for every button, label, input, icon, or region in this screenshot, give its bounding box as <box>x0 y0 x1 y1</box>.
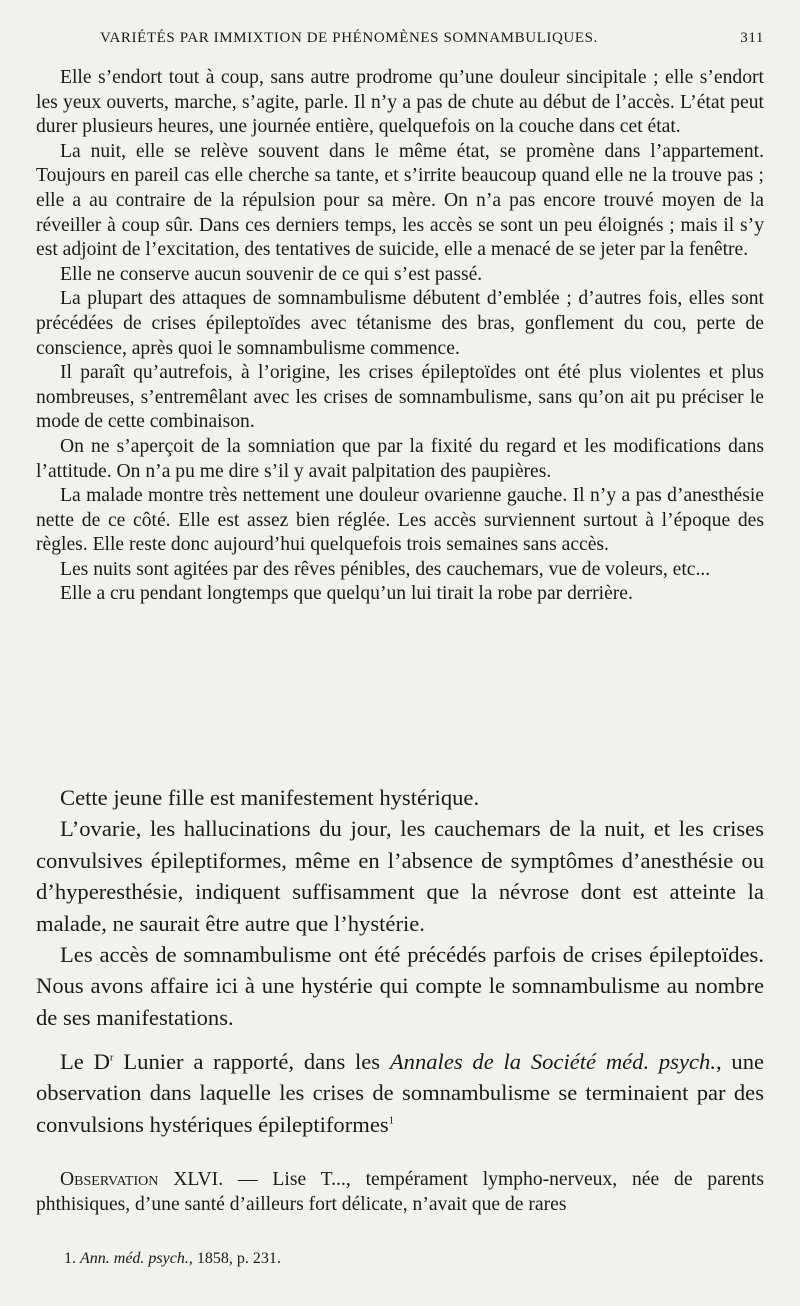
paragraph: Les accès de somnambulisme ont été précédés parfois de crises épileptoïdes. Nous avons affaire ici à une hystérie qui compte le somnambulisme au nombre de ses manifestations. <box>36 942 764 1030</box>
paragraph: La malade montre très nettement une douleur ovarienne gauche. Il n’y a pas d’anesthésie nette de ce côté. Elle est assez bien réglée. Les accès surviennent surtout à l’époque des règles. Elle reste donc aujourd’hui quelquefois trois semaines sans accès. <box>36 485 764 556</box>
paragraph: On ne s’aperçoit de la somniation que par la fixité du regard et les modifications dans l’attitude. On n’a pu me dire s’il y avait palpitation des paupières. <box>36 435 764 482</box>
case-description <box>36 66 764 607</box>
footnote-mark: 1 <box>388 1114 395 1127</box>
lunier-paragraph: Le $D^r$ Lunier a rapporté, dans les Annales de la Société méd. psych., une observation dans laquelle les crises de somnambulisme se terminaient par des convulsions hystériques épileptiformes$^1$ <box>36 1049 765 1137</box>
paragraph: Il paraît qu’autrefois, à l’origine, les crises épileptoïdes ont été plus violentes et plus nombreuses, s’entremêlant avec les crises de somnambulisme, sans qu’on ait pu préciser le mode de cette combinaison. <box>36 362 764 433</box>
paragraph: La nuit, elle se relève souvent dans le même état, se promène dans l’appartement. Toujours en pareil cas elle cherche sa tante, et s’irrite beaucoup quand elle ne la trouve pas ; elle a au contraire de la répulsion pour sa mère. On n’a pas encore trouvé moyen de la réveiller à coup sûr. Dans ces derniers temps, les accès se sont un peu éloignés ; mais il s’y est adjoint de l’excitation, des tentatives de suicide, elle a menacé de se jeter par la fenêtre. <box>36 140 764 261</box>
footnote: 1. Ann. méd. psych., 1858, p. 231. <box>64 1250 281 1267</box>
running-title: VARIÉTÉS PAR IMMIXTION DE PHÉNOMÈNES SOMNAMBULIQUES. <box>100 30 598 46</box>
observation-paragraph: Observation XLVI. — Lise T..., tempérament lympho-nerveux, née de parents phthisiques, d’une santé d’ailleurs fort délicate, n’avait que de rares <box>36 1169 764 1215</box>
observation-label: Observation XLVI. <box>60 1169 224 1190</box>
commentary <box>36 782 764 1033</box>
paragraph: Elle a cru pendant longtemps que quelqu’un lui tirait la robe par derrière. <box>60 583 633 605</box>
paragraph: Cette jeune fille est manifestement hystérique. <box>60 785 480 810</box>
running-header <box>100 30 764 47</box>
page-number: 311 <box>740 30 764 46</box>
paragraph: Elle ne conserve aucun souvenir de ce qui s’est passé. <box>60 263 483 285</box>
paragraph: La plupart des attaques de somnambulisme débutent d’emblée ; d’autres fois, elles sont précédées de crises épileptoïdes avec tétanisme des bras, gonflement du cou, perte de conscience, après quoi le somnambulisme commence. <box>36 288 764 359</box>
paragraph: Elle s’endort tout à coup, sans autre prodrome qu’une douleur sincipitale ; elle s’endort les yeux ouverts, marche, s’agite, parle. Il n’y a pas de chute au début de l’accès. L’état peut durer plusieurs heures, une journée entière, quelquefois on la couche dans cet état. <box>36 67 764 138</box>
paragraph: L’ovarie, les hallucinations du jour, les cauchemars de la nuit, et les crises convulsives épileptiformes, même en l’absence de symptômes d’anesthésie ou d’hyperesthésie, indiquent suffisamment que la névrose dont est atteinte la malade, ne saurait être autre que l’hystérie. <box>36 816 764 936</box>
journal-title: Annales de la Société méd. psych. <box>389 1049 716 1074</box>
paragraph: Les nuits sont agitées par des rêves pénibles, des cauchemars, vue de voleurs, etc... <box>60 558 711 580</box>
